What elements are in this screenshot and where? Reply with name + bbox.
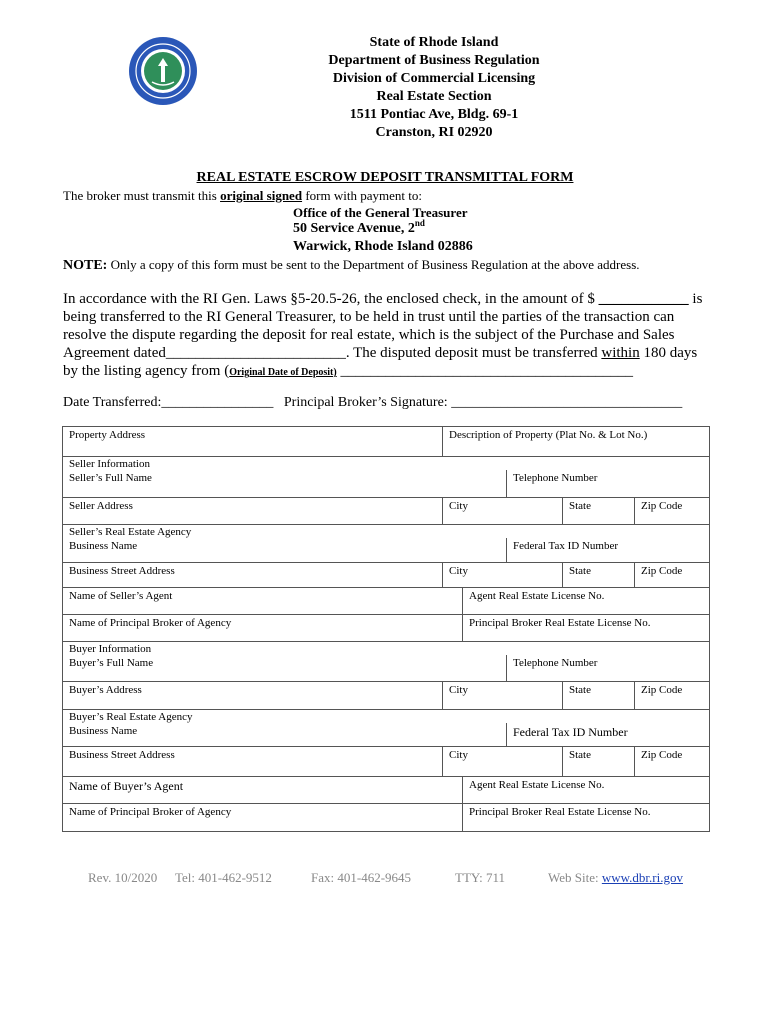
buyer-full-name-label: Buyer’s Full Name (69, 657, 154, 669)
header-line: Department of Business Regulation (328, 53, 540, 68)
header-line: Division of Commercial Licensing (332, 71, 536, 86)
buyer-principal-license-field[interactable] (463, 804, 710, 832)
buyer-agency-state-label: State (569, 749, 591, 761)
property-description-field[interactable] (443, 427, 710, 457)
buyer-city-field[interactable] (443, 681, 563, 709)
buyer-agency-state-field[interactable] (563, 747, 635, 777)
header-line: Real Estate Section (376, 89, 492, 104)
seller-agency-zip-field[interactable] (635, 563, 710, 588)
buyer-telephone-label: Telephone Number (513, 657, 598, 669)
buyer-address-field[interactable] (63, 681, 443, 709)
buyer-agency-heading: Buyer’s Real Estate Agency (69, 710, 193, 723)
buyer-agent-label: Name of Buyer’s Agent (69, 779, 184, 793)
seller-business-street-label: Business Street Address (69, 565, 175, 577)
seller-agency-zip-label: Zip Code (641, 565, 683, 577)
seller-full-name-label: Seller’s Full Name (69, 472, 152, 484)
form-title: REAL ESTATE ESCROW DEPOSIT TRANSMITTAL FORM (196, 170, 574, 185)
seller-state-field[interactable] (563, 497, 635, 524)
signature-line (63, 395, 682, 411)
payee-line-3: Warwick, Rhode Island 02886 (293, 239, 473, 254)
header-line: 1511 Pontiac Ave, Bldg. 69-1 (349, 107, 519, 122)
seller-agent-license-field[interactable] (463, 588, 710, 615)
footer-website (548, 870, 683, 886)
date-transferred-field[interactable]: ________________ (161, 395, 274, 410)
seller-zip-field[interactable] (635, 497, 710, 524)
buyer-agency-city-field[interactable] (443, 747, 563, 777)
buyer-business-name-field[interactable] (63, 723, 507, 747)
buyer-city-label: City (449, 683, 468, 696)
seller-business-street-field[interactable] (63, 563, 443, 588)
note-line (63, 257, 640, 274)
seller-federal-tax-id-field[interactable] (507, 538, 710, 563)
buyer-agency-zip-label: Zip Code (641, 749, 683, 761)
footer-tty: TTY: 711 (455, 870, 505, 885)
buyer-business-name-label: Business Name (69, 724, 138, 737)
property-address-field[interactable] (63, 427, 443, 457)
seller-agency-city-label: City (449, 565, 468, 577)
date-transferred-label: Date Transferred: (63, 395, 162, 410)
website-link[interactable]: www.dbr.ri.gov (601, 870, 683, 885)
seller-agency-city-field[interactable] (443, 563, 563, 588)
seller-business-name-field[interactable] (63, 538, 507, 563)
buyer-state-label: State (569, 683, 591, 696)
seller-principal-license-label: Principal Broker Real Estate License No. (469, 617, 651, 629)
seller-principal-broker-label: Name of Principal Broker of Agency (69, 617, 232, 629)
buyer-agent-field[interactable] (63, 777, 463, 804)
footer-telephone: Tel: 401-462-9512 (175, 870, 272, 885)
seller-telephone-field[interactable] (507, 470, 710, 497)
buyer-agency-city-label: City (449, 749, 468, 761)
intro-post: form with payment to: (302, 188, 422, 203)
para-part-2: is being transferred to the RI General Treasurer, to be held in trust until the parties of the transaction can resolve the dispute regarding the deposit for real estate, which is the subject of the Purchase and Sales Agreement dated (63, 291, 703, 361)
buyer-federal-tax-id-label: Federal Tax ID Number (513, 724, 628, 739)
footer-website-label: Web Site: (548, 870, 602, 885)
buyer-agency-zip-field[interactable] (635, 747, 710, 777)
buyer-federal-tax-id-field[interactable] (507, 723, 710, 747)
seller-info-heading: Seller Information (69, 458, 150, 470)
seller-telephone-label: Telephone Number (513, 472, 598, 484)
seller-agency-heading: Seller’s Real Estate Agency (69, 525, 192, 538)
header-line: State of Rhode Island (369, 35, 499, 50)
footer-fax: Fax: 401-462-9645 (311, 870, 412, 885)
intro-emph: original signed (220, 188, 303, 203)
deposit-form-table (62, 426, 710, 832)
payee-street: 50 Service Avenue, 2 (293, 221, 415, 236)
broker-signature-field[interactable]: _________________________________ (451, 395, 683, 410)
within-text: within (601, 345, 640, 361)
transfer-paragraph (63, 290, 713, 382)
header-line: Cranston, RI 02920 (375, 125, 493, 140)
buyer-principal-broker-label: Name of Principal Broker of Agency (69, 806, 232, 818)
amount-field[interactable]: ____________ (598, 291, 689, 307)
section-buyer-information (63, 642, 710, 656)
agreement-date-field[interactable]: ________________________ (165, 345, 346, 361)
seller-state-label: State (569, 499, 591, 512)
agency-header (250, 34, 618, 142)
seller-business-name-label: Business Name (69, 539, 138, 552)
section-seller-agency (63, 524, 710, 538)
payee-street-sup: nd (414, 218, 425, 228)
buyer-agent-license-field[interactable] (463, 777, 710, 804)
buyer-agent-license-label: Agent Real Estate License No. (469, 779, 605, 791)
seller-zip-label: Zip Code (641, 499, 683, 512)
buyer-principal-broker-field[interactable] (63, 804, 463, 832)
payee-line-1: Office of the General Treasurer (293, 205, 468, 220)
buyer-info-heading: Buyer Information (69, 643, 152, 655)
seller-agent-license-label: Agent Real Estate License No. (469, 590, 605, 602)
buyer-full-name-field[interactable] (63, 655, 507, 681)
note-text: Only a copy of this form must be sent to the Department of Business Regulation at the above address. (107, 257, 640, 272)
seller-agency-state-label: State (569, 565, 591, 577)
payee-line-2 (293, 218, 425, 237)
buyer-business-street-field[interactable] (63, 747, 443, 777)
seller-address-label: Seller Address (69, 499, 133, 512)
para-part-1: In accordance with the RI Gen. Laws §5-20.5-26, the enclosed check, in the amount of $ (63, 291, 599, 307)
para-part-3: . The disputed deposit must be transferred (345, 345, 602, 361)
seller-principal-license-field[interactable] (463, 615, 710, 642)
section-buyer-agency (63, 709, 710, 723)
broker-signature-label: Principal Broker’s Signature: (283, 395, 448, 410)
seller-agent-field[interactable] (63, 588, 463, 615)
seller-address-field[interactable] (63, 497, 443, 524)
note-label: NOTE: (63, 258, 108, 273)
footer-revision: Rev. 10/2020 (88, 870, 158, 885)
buyer-telephone-field[interactable] (507, 655, 710, 681)
property-address-label: Property Address (69, 429, 146, 441)
seller-agent-label: Name of Seller’s Agent (69, 590, 173, 602)
buyer-principal-license-label: Principal Broker Real Estate License No. (469, 806, 651, 818)
property-description-label: Description of Property (Plat No. & Lot No.) (449, 429, 648, 441)
seller-federal-tax-id-label: Federal Tax ID Number (513, 539, 619, 552)
deposit-date-field[interactable]: _______________________________________ (336, 363, 633, 379)
para-part-4: 180 days by the listing agency from ( (63, 345, 698, 379)
state-seal-icon (128, 36, 198, 106)
buyer-business-street-label: Business Street Address (69, 749, 175, 761)
seller-agency-state-field[interactable] (563, 563, 635, 588)
seller-city-label: City (449, 499, 468, 512)
buyer-state-field[interactable] (563, 681, 635, 709)
buyer-zip-label: Zip Code (641, 683, 683, 696)
seller-city-field[interactable] (443, 497, 563, 524)
buyer-address-label: Buyer’s Address (69, 683, 142, 696)
buyer-zip-field[interactable] (635, 681, 710, 709)
seller-principal-broker-field[interactable] (63, 615, 463, 642)
intro-line (63, 188, 422, 204)
section-seller-information (63, 457, 710, 471)
deposit-date-label: Original Date of Deposit) (229, 367, 337, 378)
intro-pre: The broker must transmit this (63, 188, 221, 203)
seller-full-name-field[interactable] (63, 470, 507, 497)
